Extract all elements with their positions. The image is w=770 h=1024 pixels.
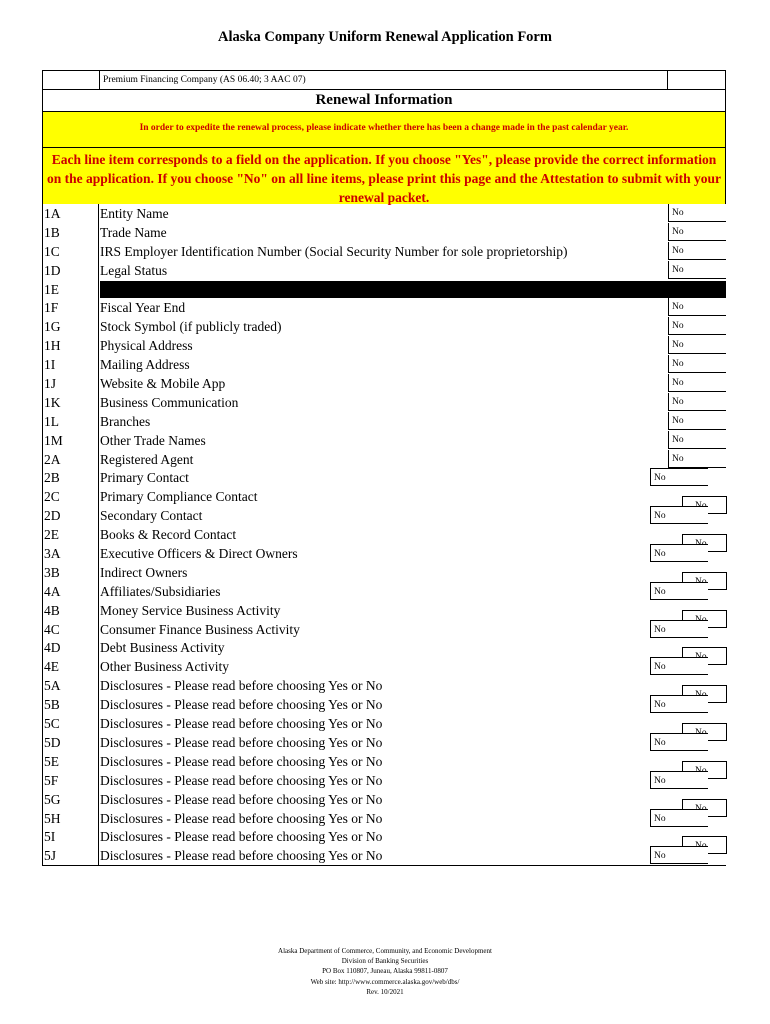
line-code: 1L	[44, 413, 59, 429]
line-label: Registered Agent	[100, 451, 194, 467]
change-answer-select[interactable]: No	[668, 223, 726, 241]
change-note: In order to expedite the renewal process, please indicate whether there has been a change made in the past calendar year.	[42, 112, 726, 148]
line-label: Physical Address	[100, 338, 193, 354]
line-code: 3A	[44, 546, 61, 562]
change-answer-select[interactable]: No	[650, 544, 708, 562]
line-label: Other Trade Names	[100, 432, 206, 448]
change-answer-select[interactable]: No	[650, 733, 708, 751]
table-row	[43, 374, 726, 393]
line-label: Disclosures - Please read before choosing Yes or No	[100, 697, 383, 713]
line-code: 5A	[44, 678, 61, 694]
line-label: IRS Employer Identification Number (Social Security Number for sole proprietorship)	[100, 243, 568, 259]
footer-address: PO Box 110807, Juneau, Alaska 99811-0807	[322, 967, 448, 976]
line-code: 5H	[44, 810, 61, 826]
table-row	[43, 280, 726, 299]
footer	[0, 946, 770, 997]
change-answer-select[interactable]: No	[668, 242, 726, 260]
change-answer-select[interactable]: No	[650, 582, 708, 600]
line-label: Fiscal Year End	[100, 300, 186, 316]
table-row	[43, 771, 726, 790]
line-code: 5I	[44, 829, 56, 845]
line-code: 4C	[44, 621, 60, 637]
line-code: 5F	[44, 772, 59, 788]
line-label: Primary Contact	[100, 470, 189, 486]
line-code: 5B	[44, 697, 60, 713]
change-answer-select[interactable]: No	[668, 450, 726, 468]
table-row	[43, 676, 726, 695]
table-row	[43, 714, 726, 733]
line-label: Affiliates/Subsidiaries	[100, 583, 221, 599]
line-code: 1J	[44, 376, 57, 392]
table-row	[43, 317, 726, 336]
line-code: 1B	[44, 224, 60, 240]
line-label: Disclosures - Please read before choosing Yes or No	[100, 772, 383, 788]
line-label: Branches	[100, 413, 151, 429]
section-header: Renewal Information	[42, 90, 726, 112]
line-label: Disclosures - Please read before choosing Yes or No	[100, 753, 383, 769]
line-code: 4E	[44, 659, 59, 675]
line-code: 1K	[44, 394, 61, 410]
table-row	[43, 525, 726, 544]
change-answer-select[interactable]: No	[668, 336, 726, 354]
change-answer-select[interactable]: No	[668, 393, 726, 411]
table-row	[43, 204, 726, 223]
line-code: 1G	[44, 319, 61, 335]
line-code: 4D	[44, 640, 61, 656]
table-row	[43, 298, 726, 317]
change-answer-select[interactable]: No	[650, 506, 708, 524]
line-code: 5C	[44, 716, 60, 732]
redacted-bar	[100, 281, 726, 298]
table-row	[43, 450, 726, 469]
line-label: Money Service Business Activity	[100, 602, 281, 618]
line-code: 2C	[44, 489, 60, 505]
line-label: Trade Name	[100, 224, 167, 240]
line-code: 1A	[44, 206, 61, 221]
instructions-text: Each line item corresponds to a field on the application. If you choose "Yes", please provide the correct information on the application. If you choose "No" on all line items, please print this page and the Attestation to submit with your renewal packet.	[42, 148, 726, 204]
line-label: Executive Officers & Direct Owners	[100, 546, 298, 562]
line-code: 2E	[44, 527, 59, 543]
line-label: Disclosures - Please read before choosing Yes or No	[100, 848, 383, 864]
line-code: 1E	[44, 281, 59, 297]
line-label: Disclosures - Please read before choosing Yes or No	[100, 810, 383, 826]
table-row	[43, 544, 726, 563]
table-row	[43, 431, 726, 450]
line-code: 1I	[44, 357, 56, 373]
line-code: 2B	[44, 470, 60, 486]
change-answer-select[interactable]: No	[668, 355, 726, 373]
form-title: Alaska Company Uniform Renewal Application Form	[218, 29, 552, 45]
line-code: 3B	[44, 564, 60, 580]
table-row	[43, 827, 726, 846]
line-item-table	[42, 204, 726, 866]
change-answer-select[interactable]: No	[650, 468, 708, 486]
line-label: Primary Compliance Contact	[100, 489, 258, 505]
change-answer-select[interactable]: No	[650, 846, 708, 864]
line-code: 2A	[44, 451, 61, 467]
change-answer-select[interactable]: No	[668, 204, 726, 222]
line-code: 4A	[44, 583, 61, 599]
table-row	[43, 790, 726, 809]
renewal-form	[42, 70, 726, 866]
line-label: Other Business Activity	[100, 659, 229, 675]
table-row	[43, 355, 726, 374]
change-answer-select[interactable]: No	[650, 695, 708, 713]
table-row	[43, 582, 726, 601]
line-label: Business Communication	[100, 394, 239, 410]
footer-revision: Rev. 10/2021	[366, 987, 404, 996]
change-answer-select[interactable]: No	[668, 412, 726, 430]
table-row	[43, 752, 726, 771]
line-label: Entity Name	[100, 206, 169, 221]
table-row	[43, 261, 726, 280]
change-answer-select[interactable]: No	[668, 298, 726, 316]
change-answer-select[interactable]: No	[650, 771, 708, 789]
line-label: Indirect Owners	[100, 564, 188, 580]
line-label: Consumer Finance Business Activity	[100, 621, 300, 637]
line-code: 1D	[44, 262, 61, 278]
footer-website: Web site: http://www.commerce.alaska.gov/web/dbs/	[310, 977, 460, 986]
table-row	[43, 336, 726, 355]
change-answer-select[interactable]: No	[668, 261, 726, 279]
footer-division: Division of Banking Securities	[341, 957, 429, 966]
table-row	[43, 638, 726, 657]
line-label: Website & Mobile App	[100, 376, 226, 392]
line-label: Stock Symbol (if publicly traded)	[100, 319, 282, 335]
table-row	[43, 620, 726, 639]
company-type-row	[42, 70, 726, 90]
company-type-blank[interactable]	[667, 71, 727, 89]
company-type-label: Premium Financing Company (AS 06.40; 3 AAC 07)	[103, 75, 306, 85]
change-answer-select[interactable]: No	[668, 431, 726, 449]
table-row	[43, 487, 726, 506]
line-code: 5G	[44, 791, 61, 807]
footer-department: Alaska Department of Commerce, Community, and Economic Development	[278, 947, 492, 955]
table-row	[43, 809, 726, 828]
line-code: 1F	[44, 300, 59, 316]
change-answer-select[interactable]: No	[668, 317, 726, 335]
line-label: Disclosures - Please read before choosing Yes or No	[100, 829, 383, 845]
line-label: Disclosures - Please read before choosing Yes or No	[100, 716, 383, 732]
line-code: 5E	[44, 753, 59, 769]
line-code: 5J	[44, 848, 57, 864]
table-row	[43, 506, 726, 525]
table-row	[43, 563, 726, 582]
line-code: 2D	[44, 508, 61, 524]
table-row	[43, 223, 726, 242]
table-row	[43, 601, 726, 620]
line-label: Mailing Address	[100, 357, 190, 373]
table-row	[43, 393, 726, 412]
line-code: 1C	[44, 243, 60, 259]
table-row	[43, 695, 726, 714]
table-row	[43, 657, 726, 676]
line-code: 1H	[44, 338, 61, 354]
table-row	[43, 242, 726, 261]
line-label: Disclosures - Please read before choosing Yes or No	[100, 734, 383, 750]
change-answer-select[interactable]: No	[650, 809, 708, 827]
table-row	[43, 733, 726, 752]
line-label: Debt Business Activity	[100, 640, 225, 656]
table-row	[43, 846, 726, 865]
change-answer-select[interactable]: No	[668, 374, 726, 392]
line-label: Secondary Contact	[100, 508, 203, 524]
line-code: 4B	[44, 602, 60, 618]
line-label: Disclosures - Please read before choosing Yes or No	[100, 791, 383, 807]
table-row	[43, 412, 726, 431]
line-label: Disclosures - Please read before choosing Yes or No	[100, 678, 383, 694]
line-code: 5D	[44, 734, 61, 750]
change-answer-select[interactable]: No	[650, 620, 708, 638]
line-label: Books & Record Contact	[100, 527, 237, 543]
line-code: 1M	[44, 432, 63, 448]
table-row	[43, 468, 726, 487]
change-answer-select[interactable]: No	[650, 657, 708, 675]
line-label: Legal Status	[100, 262, 168, 278]
